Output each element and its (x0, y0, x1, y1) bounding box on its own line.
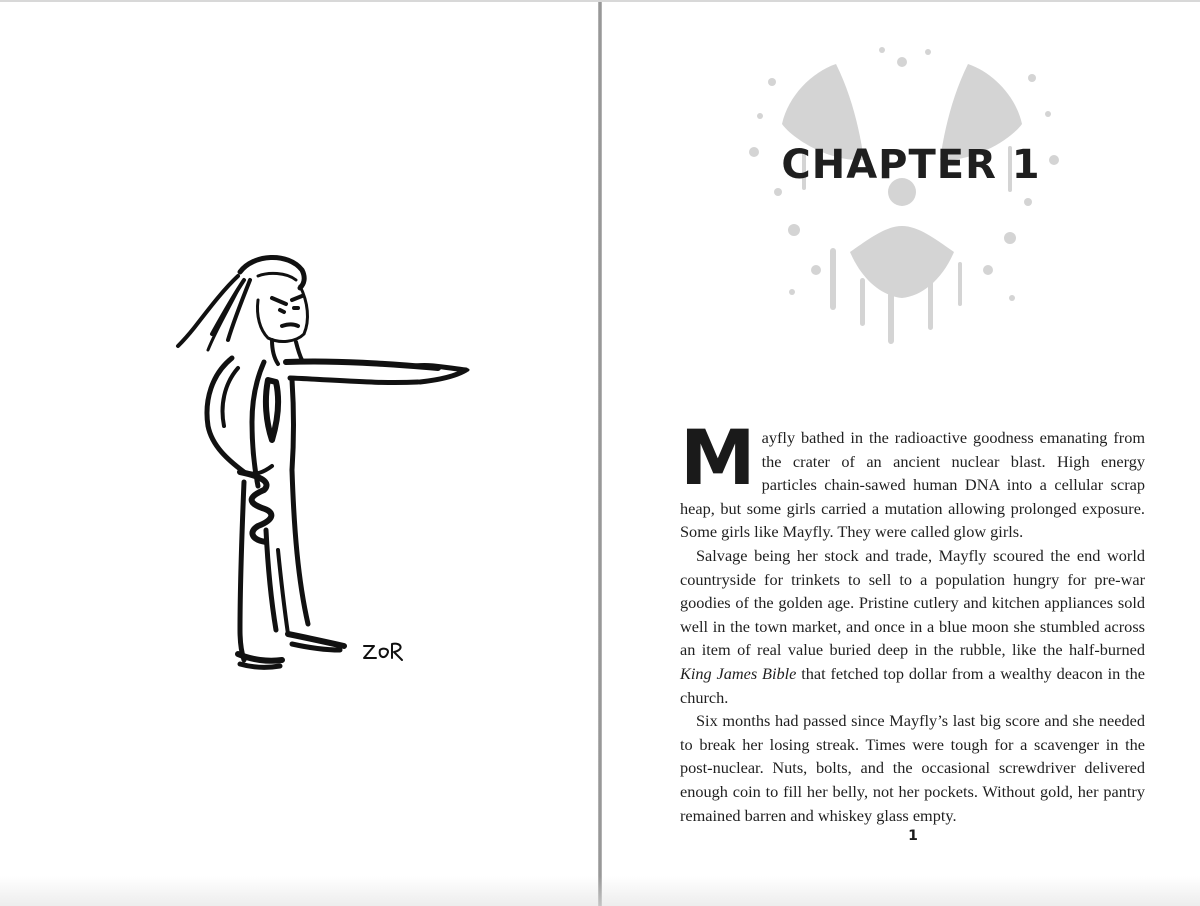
neck (296, 342, 302, 360)
signature-mark (380, 649, 388, 657)
eye (280, 310, 284, 312)
book-title-emphasis: King James Bible (680, 663, 797, 683)
face-outline (257, 286, 307, 341)
book-spread (0, 2, 1200, 906)
arm-bent (223, 368, 238, 426)
left-page (0, 2, 598, 906)
arm (290, 378, 418, 383)
paragraph (680, 709, 1145, 827)
foot (240, 664, 280, 667)
girl-pointing-illustration (168, 250, 478, 680)
paragraph (680, 544, 1145, 709)
page-number: 1 (908, 828, 918, 844)
hair-stroke (258, 273, 296, 280)
signature-mark (364, 646, 376, 658)
radiation-splatter-icon (732, 42, 1072, 352)
chapter-title: CHAPTER 1 (781, 142, 1041, 188)
torso-detail (266, 380, 278, 440)
leg (266, 530, 276, 630)
mouth (282, 325, 298, 327)
paragraph-text: that fetched top dollar from a wealthy deacon in the church. (680, 663, 1146, 707)
paragraph-text: Salvage being her stock and trade, Mayfly scoured the end world countryside for trinkets to sell to a population hungry for pre-war goodies of the golden age. Pristine cutlery and kitchen appliances sold well in the town market, and once in a blue moon she stumbled across an item of real value buried deep in the rubble, like the half-burned (680, 545, 1145, 660)
right-page (602, 2, 1200, 906)
arm-bent (207, 358, 244, 472)
leg (292, 470, 308, 624)
torso (252, 362, 264, 486)
paragraph-text: ayfly bathed in the radioactive goodness emanating from the crater of an ancient nuclear blast. High energy particles chain-sawed human DNA into a cellular scrap heap, but some girls carried a mutation allowing prolonged exposure. Some girls like Mayfly. They were called glow girls. (680, 428, 1145, 542)
leg (240, 482, 244, 660)
paragraph-text: Six months had passed since Mayfly’s last big score and she needed to break her losing streak. Times were tough for a scavenger in the post-nuclear. Nuts, bolts, and the occasional screwdriver delivered enough coin to fill her belly, not her pockets. Without gold, her pantry remained barren and whiskey glass empty. (680, 711, 1145, 825)
eyebrow (292, 296, 302, 300)
neck (272, 340, 278, 364)
torso (292, 380, 294, 470)
leg (278, 550, 288, 634)
eyebrow (272, 298, 286, 304)
drop-cap: M (680, 413, 756, 502)
bottom-shadow (0, 876, 1200, 906)
signature-mark (392, 644, 402, 660)
paragraph (680, 413, 1145, 544)
chapter-body (680, 413, 1146, 827)
